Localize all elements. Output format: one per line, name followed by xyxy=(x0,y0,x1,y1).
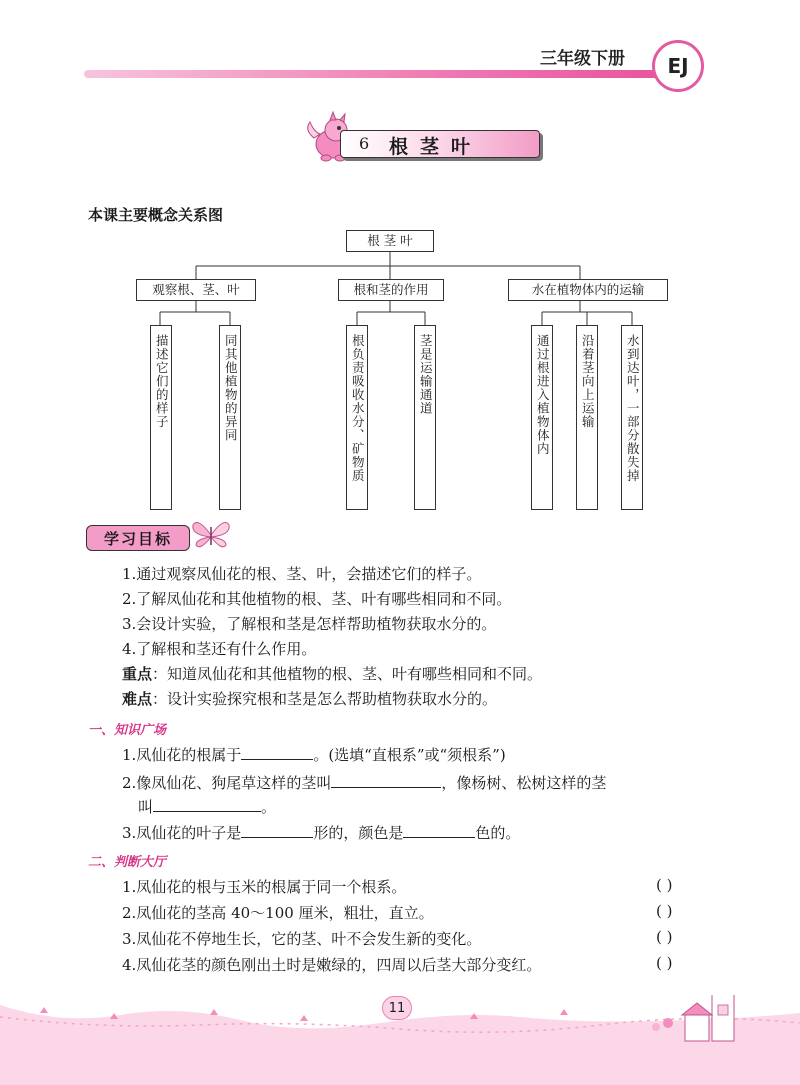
key-point-text: ：知道凤仙花和其他植物的根、茎、叶有哪些相同和不同。 xyxy=(152,665,543,683)
edition-badge: EJ xyxy=(652,40,704,92)
leaf-root-absorb: 根负责吸收水分、矿物质 xyxy=(346,325,368,510)
q3-text-b: 形的，颜色是 xyxy=(313,824,404,842)
fill-question-1 xyxy=(122,744,506,765)
section-judge-tag: 二、判断大厅 xyxy=(88,855,167,870)
judge-item-4: 4.凤仙花茎的颜色刚出土时是嫩绿的，四周以后茎大部分变红。 xyxy=(122,956,542,974)
judge-item-2: 2.凤仙花的茎高 40～100 厘米，粗壮，直立。 xyxy=(122,904,434,922)
leaf-up-stem: 沿着茎向上运输 xyxy=(576,325,598,510)
fill-question-2 xyxy=(122,772,606,793)
q1-text-b: 。(选填“直根系”或“须根系”) xyxy=(313,746,506,764)
q3-text-a: 3.凤仙花的叶子是 xyxy=(122,824,242,842)
q1-blank[interactable] xyxy=(241,746,313,760)
key-point-label: 重点 xyxy=(122,665,153,683)
leaf-via-root: 通过根进入植物体内 xyxy=(531,325,553,510)
leaf-stem-transport: 茎是运输通道 xyxy=(414,325,436,510)
q2-text-b: ，像杨树、松树这样的茎 xyxy=(441,774,607,792)
key-point xyxy=(122,663,542,684)
grade-label: 三年级下册 xyxy=(540,49,625,69)
judge-answer-1[interactable]: ( ) xyxy=(656,876,673,894)
leaf-describe: 描述它们的样子 xyxy=(150,325,172,510)
judge-item-1: 1.凤仙花的根与玉米的根属于同一个根系。 xyxy=(122,878,407,896)
section-knowledge-tag: 一、知识广场 xyxy=(88,723,167,738)
q1-text-a: 1.凤仙花的根属于 xyxy=(122,746,242,764)
q3-blank-1[interactable] xyxy=(241,824,313,838)
difficulty-point xyxy=(122,688,497,709)
branch-function: 根和茎的作用 xyxy=(338,279,444,301)
q3-text-c: 色的。 xyxy=(475,824,521,842)
q2-text-c: 叫 xyxy=(138,798,154,816)
judge-answer-3[interactable]: ( ) xyxy=(656,928,673,946)
concept-root: 根 茎 叶 xyxy=(346,230,434,252)
lesson-title-box xyxy=(340,130,540,158)
objective-4: 4.了解根和茎还有什么作用。 xyxy=(122,640,317,658)
branch-observe: 观察根、茎、叶 xyxy=(136,279,256,301)
judge-answer-2[interactable]: ( ) xyxy=(656,902,673,920)
page-number: 11 xyxy=(382,996,412,1020)
judge-answer-4[interactable]: ( ) xyxy=(656,954,673,972)
lesson-number: 6 xyxy=(359,134,370,153)
butterfly-icon xyxy=(190,515,232,555)
objective-2: 2.了解凤仙花和其他植物的根、茎、叶有哪些相同和不同。 xyxy=(122,590,512,608)
q2-text-d: 。 xyxy=(261,798,277,816)
fill-question-3 xyxy=(122,822,520,843)
concept-map-heading: 本课主要概念关系图 xyxy=(88,206,224,224)
q2-blank-1[interactable] xyxy=(331,774,441,788)
difficulty-text: ：设计实验探究根和茎是怎么帮助植物获取水分的。 xyxy=(152,690,498,708)
branch-water-transport: 水在植物体内的运输 xyxy=(508,279,668,301)
fill-question-2-cont xyxy=(138,796,276,817)
judge-item-3: 3.凤仙花不停地生长，它的茎、叶不会发生新的变化。 xyxy=(122,930,482,948)
header-bar xyxy=(84,70,684,78)
q2-blank-2[interactable] xyxy=(153,798,261,812)
objectives-tag: 学习目标 xyxy=(86,525,190,551)
objective-1: 1.通过观察凤仙花的根、茎、叶，会描述它们的样子。 xyxy=(122,565,482,583)
objective-3: 3.会设计实验，了解根和茎是怎样帮助植物获取水分的。 xyxy=(122,615,497,633)
q2-text-a: 2.像凤仙花、狗尾草这样的茎叫 xyxy=(122,774,332,792)
leaf-to-leaf: 水到达叶，一部分散失掉 xyxy=(621,325,643,510)
leaf-compare: 同其他植物的异同 xyxy=(219,325,241,510)
lesson-title: 根茎叶 xyxy=(389,136,483,158)
difficulty-label: 难点 xyxy=(122,690,153,708)
q3-blank-2[interactable] xyxy=(403,824,475,838)
